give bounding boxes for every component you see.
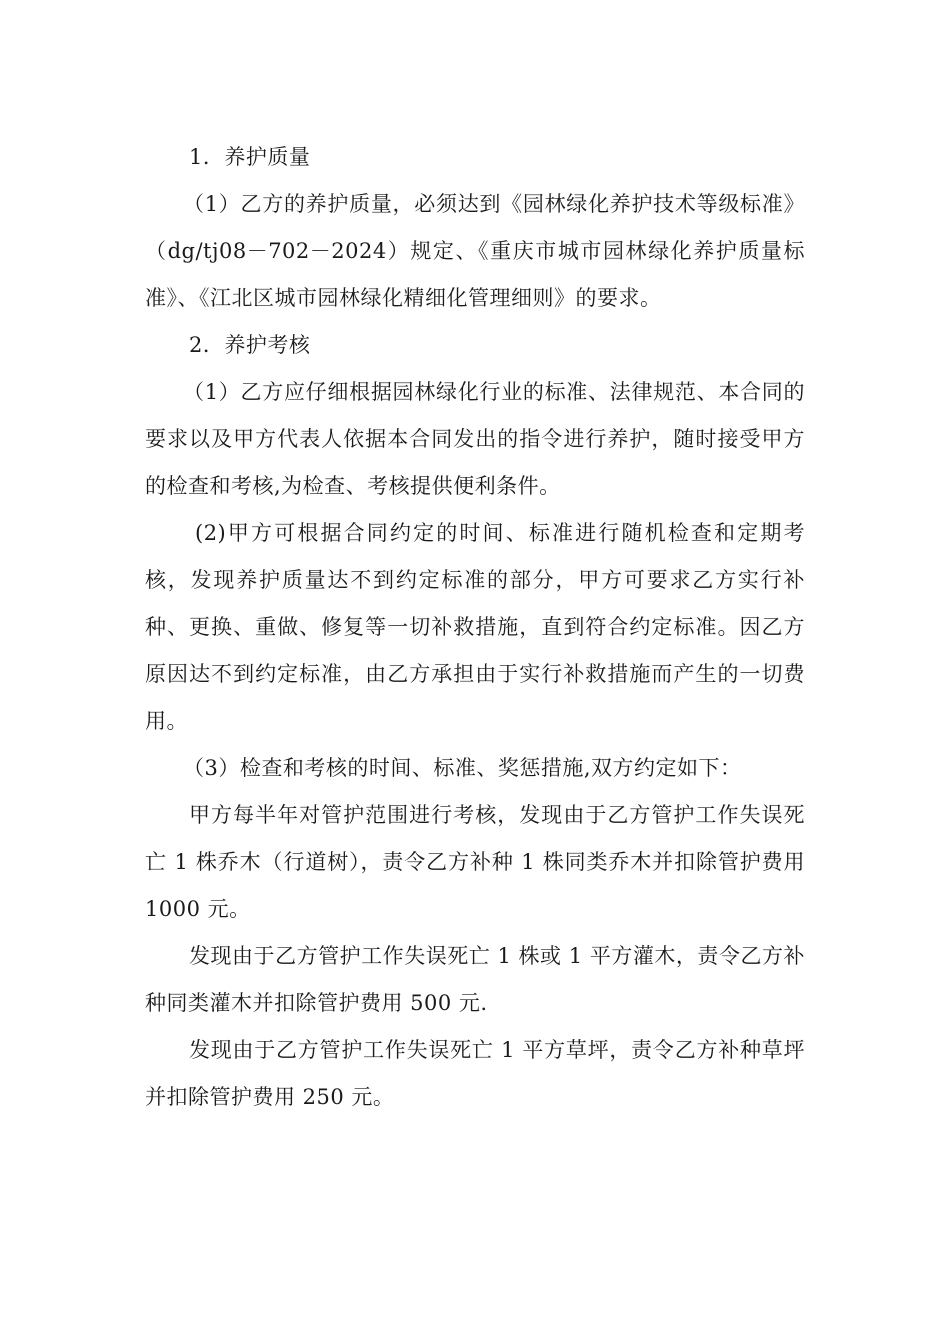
paragraph-penalty-shrubs: 发现由于乙方管护工作失误死亡 1 株或 1 平方灌木，责令乙方补种同类灌木并扣除管护费用 500 元. [145, 944, 805, 1015]
section-heading-maintenance-quality: 1．养护质量 [189, 145, 311, 169]
document-body [145, 134, 805, 1121]
paragraph-remedial-measures: (2)甲方可根据合同约定的时间、标准进行随机检查和定期考核，发现养护质量达不到约定标准的部分，甲方可要求乙方实行补种、更换、重做、修复等一切补救措施，直到符合约定标准。因乙方原因达不到约定标准，由乙方承担由于实行补救措施而产生的一切费用。 [145, 521, 805, 733]
paragraph-penalty-lawn: 发现由于乙方管护工作失误死亡 1 平方草坪，责令乙方补种草坪并扣除管护费用 250 元。 [145, 1038, 805, 1109]
paragraph-inspection-cooperation: （1）乙方应仔细根据园林绿化行业的标准、法律规范、本合同的要求以及甲方代表人依据本合同发出的指令进行养护，随时接受甲方的检查和考核,为检查、考核提供便利条件。 [145, 380, 805, 498]
section-heading-maintenance-assessment: 2．养护考核 [189, 333, 311, 357]
paragraph-quality-standard: （1）乙方的养护质量，必须达到《园林绿化养护技术等级标准》（dg/tj08－702－2024）规定、《重庆市城市园林绿化养护质量标准》、《江北区城市园林绿化精细化管理细则》的要求。 [145, 192, 805, 310]
paragraph-penalty-trees: 甲方每半年对管护范围进行考核，发现由于乙方管护工作失误死亡 1 株乔木（行道树），责令乙方补种 1 株同类乔木并扣除管护费用 1000 元。 [145, 803, 805, 921]
paragraph-assessment-agreement: （3）检查和考核的时间、标准、奖惩措施,双方约定如下： [183, 756, 742, 780]
